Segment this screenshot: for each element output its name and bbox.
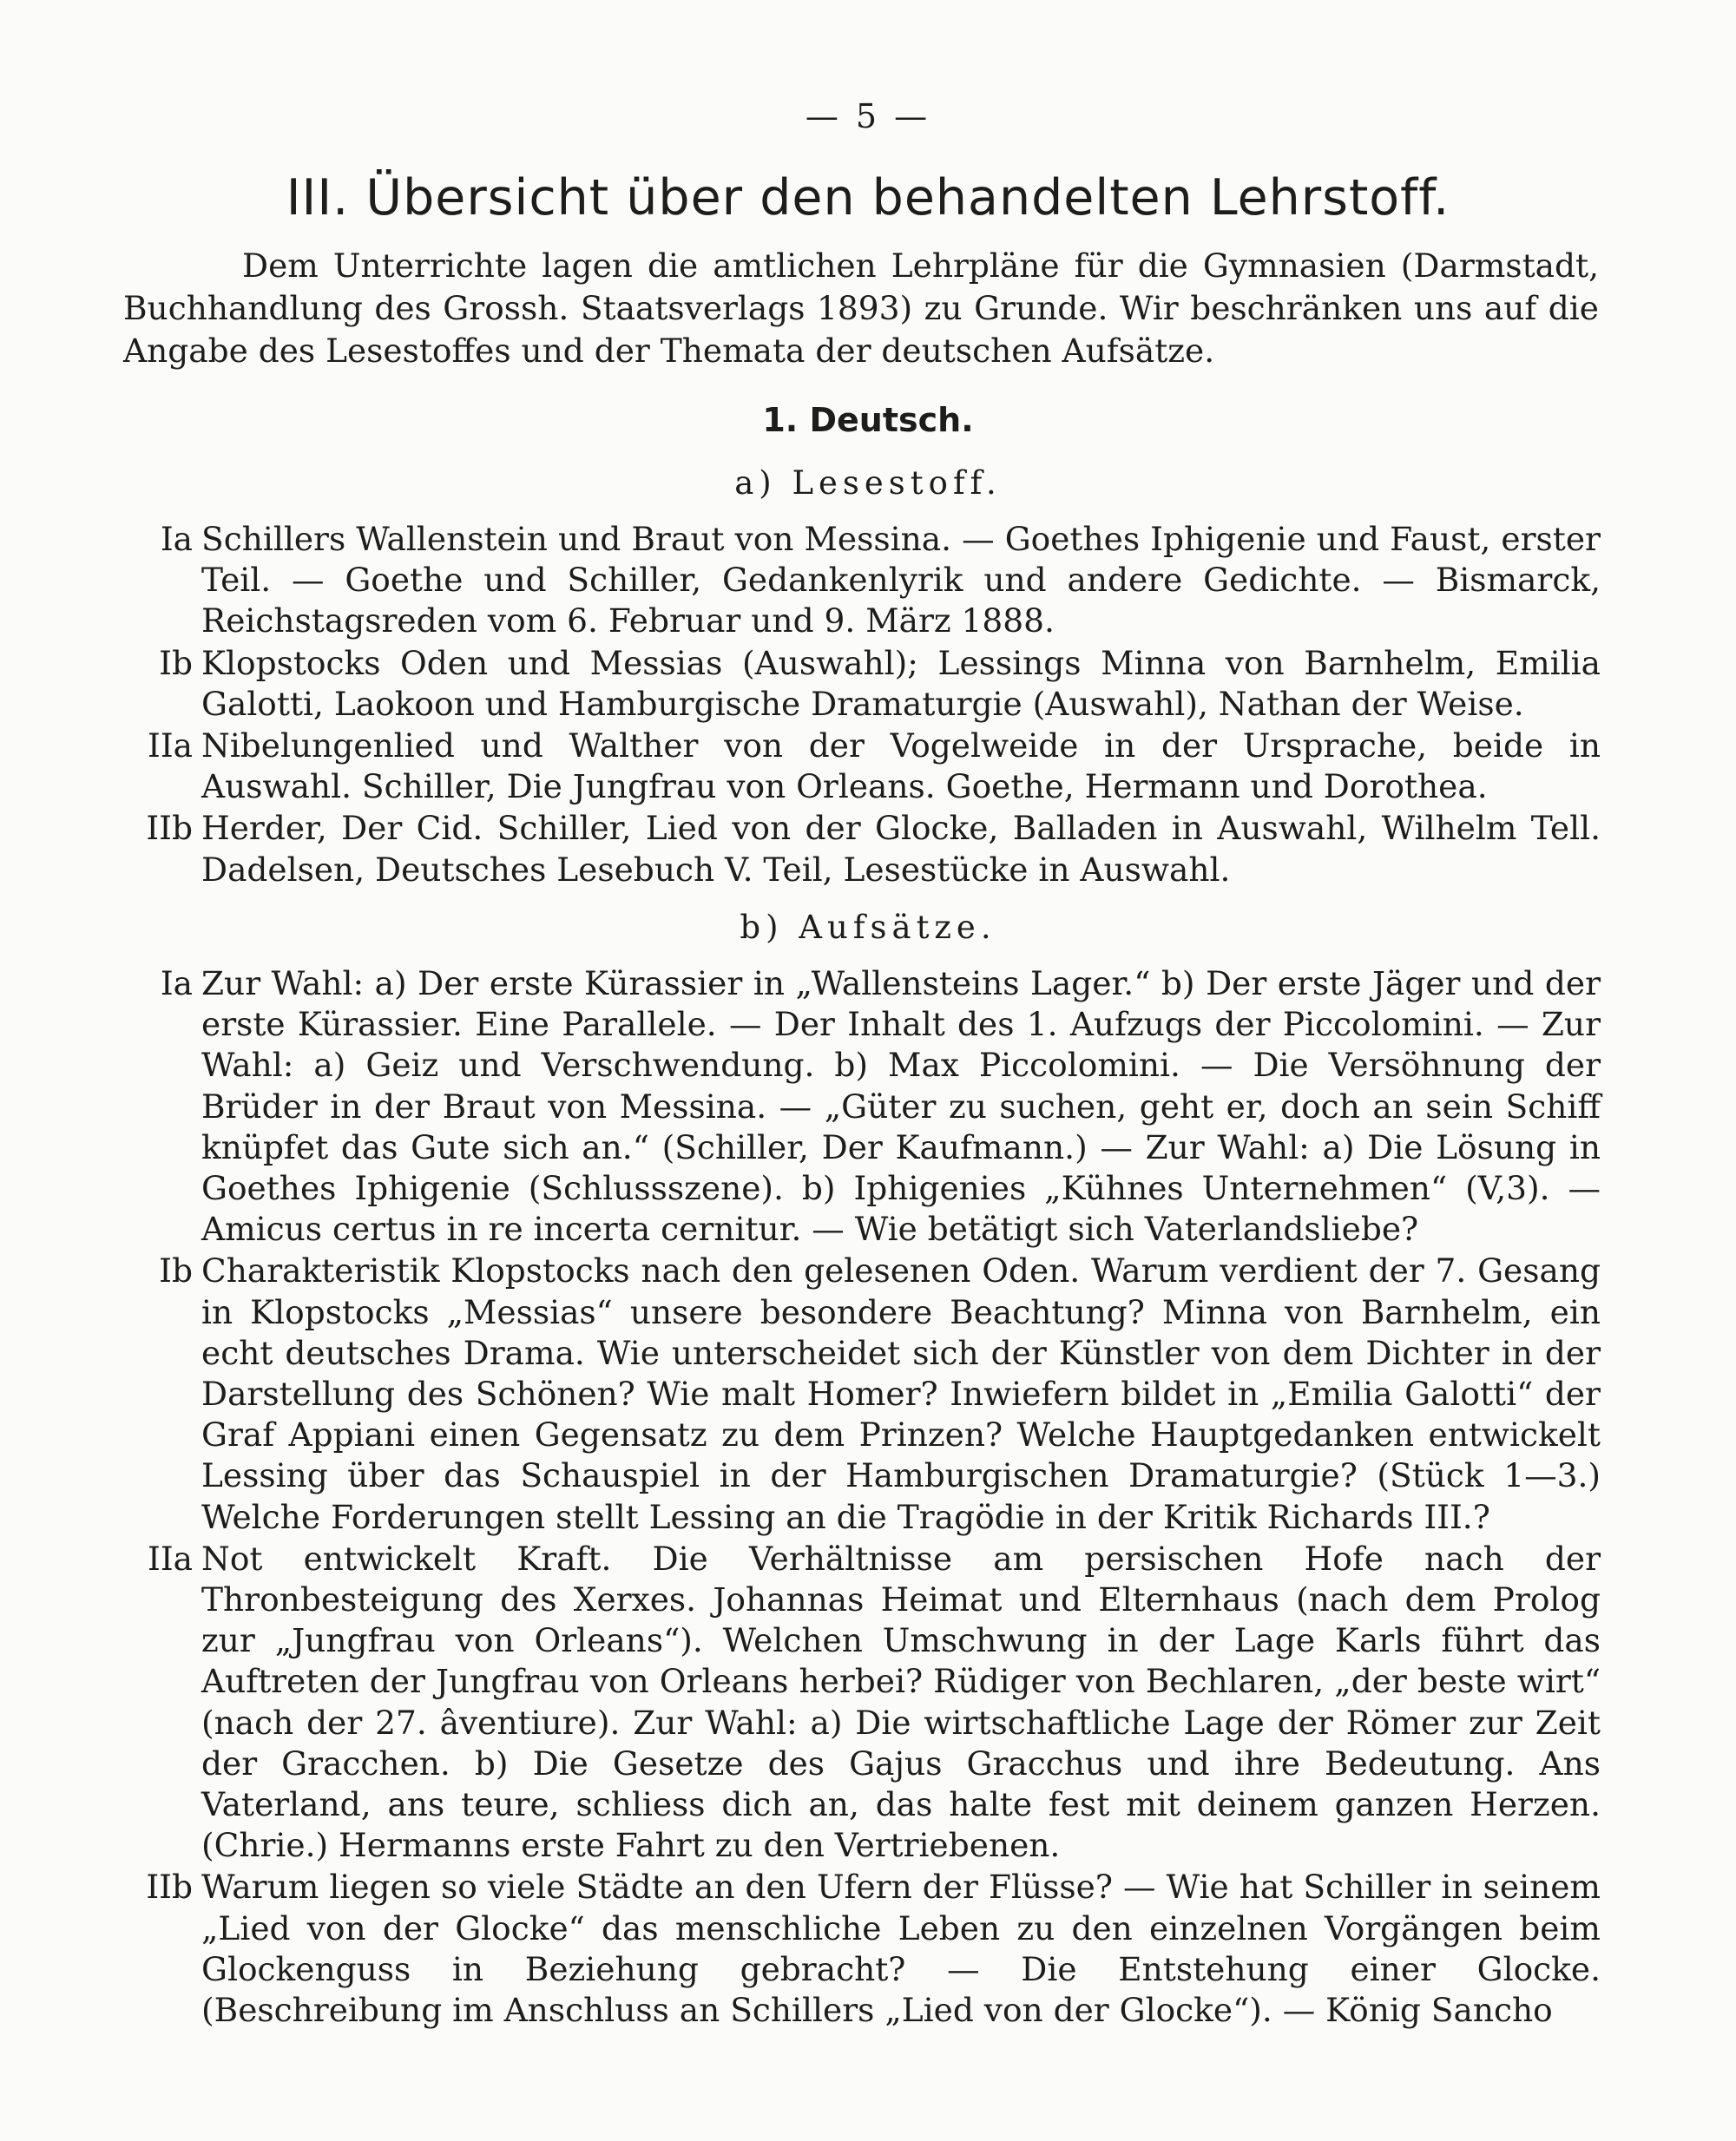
page-number: — 5 — [805, 97, 931, 135]
list-item [0, 1539, 1736, 1867]
aufsaetze-list [0, 963, 1736, 2032]
list-item [0, 519, 1736, 642]
entry-text: Warum liegen so viele Städte an den Ufern der Flüsse? — Wie hat Schiller in seinem „Lied von der Glocke“ das menschliche Leben zu den einzelnen Vorgängen beim Glockenguss in Beziehung gebracht? — Die Entstehung einer Glocke. (Beschreibung im Anschluss an Schillers „Lied von der Glocke“). — König Sancho [201, 1868, 1601, 2030]
grade-label: Ia [160, 520, 193, 558]
list-item [0, 643, 1736, 725]
list-item [0, 1867, 1736, 2031]
grade-label: IIa [148, 726, 193, 765]
list-item [0, 808, 1736, 890]
entry-text: Zur Wahl: a) Der erste Kürassier in „Wallensteins Lager.“ b) Der erste Jäger und der erste Kürassier. Eine Parallele. — Der Inhalt des 1. Aufzugs der Piccolomini. — Zur Wahl: a) Geiz und Verschwendung. b) Max Piccolomini. — Die Versöhnung der Brüder in der Braut von Messina. — „Güter zu suchen, geht er, doch an sein Schiff knüpfet das Gute sich an.“ (Schiller, Der Kaufmann.) — Zur Wahl: a) Die Lösung in Goethes Iphigenie (Schlussszene). b) Iphigenies „Kühnes Unternehmen“ (V,3). — Amicus certus in re incerta cernitur. — Wie betätigt sich Vaterlandsliebe? [201, 964, 1601, 1249]
entry-text: Schillers Wallenstein und Braut von Messina. — Goethes Iphigenie und Faust, erster Teil. — Goethe und Schiller, Gedankenlyrik und andere Gedichte. — Bismarck, Reichstagsreden vom 6. Februar und 9. März 1888. [201, 520, 1601, 640]
entry-text: Not entwickelt Kraft. Die Verhältnisse am persischen Hofe nach der Thronbesteigung des Xerxes. Johannas Heimat und Elternhaus (nach dem Prolog zur „Jungfrau von Orleans“). Welchen Umschwung in der Lage Karls führt das Auftreten der Jungfrau von Orleans herbei? Rüdiger von Bechlaren, „der beste wirt“ (nach der 27. âventiure). Zur Wahl: a) Die wirtschaftliche Lage der Römer zur Zeit der Gracchen. b) Die Gesetze des Gajus Gracchus und ihre Bedeutung. Ans Vaterland, ans teure, schliess dich an, das halte fest mit deinem ganzen Herzen. (Chrie.) Hermanns erste Fahrt zu den Vertriebenen. [201, 1539, 1601, 1865]
lesestoff-list [0, 519, 1736, 891]
entry-text: Klopstocks Oden und Messias (Auswahl); Lessings Minna von Barnhelm, Emilia Galotti, Laokoon und Hamburgische Dramaturgie (Auswahl), Nathan der Weise. [201, 643, 1601, 723]
grade-label: IIb [146, 1868, 193, 1907]
entry-text: Charakteristik Klopstocks nach den gelesenen Oden. Warum verdient der 7. Gesang in Klopstocks „Messias“ unsere besondere Beachtung? Minna von Barnhelm, ein echt deutsches Drama. Wie unterscheidet sich der Künstler von dem Dichter in der Darstellung des Schönen? Wie malt Homer? Inwiefern bildet in „Emilia Galotti“ der Graf Appiani einen Gegensatz zu dem Prinzen? Welche Hauptgedanken entwickelt Lessing über das Schauspiel in der Hamburgischen Dramaturgie? (Stück 1—3.) Welche Forderungen stellt Lessing an die Tragödie in der Kritik Richards III.? [201, 1251, 1601, 1536]
list-item [0, 963, 1736, 1250]
intro-paragraph: Dem Unterrichte lagen die amtlichen Lehrpläne für die Gymnasien (Darmstadt, Buchhandlung des Grossh. Staatsverlags 1893) zu Grunde. Wir beschränken uns auf die Angabe des Lesestoffes und der Themata der deutschen Aufsätze. [123, 246, 1599, 370]
list-item [0, 726, 1736, 807]
list-item [0, 1251, 1736, 1537]
grade-label: IIb [146, 809, 193, 848]
entry-text: Nibelungenlied und Walther von der Vogelweide in der Ursprache, beide in Auswahl. Schiller, Die Jungfrau von Orleans. Goethe, Hermann und Dorothea. [201, 726, 1601, 806]
page-title: III. Übersicht über den behandelten Lehrstoff. [286, 169, 1450, 227]
grade-label: Ia [160, 964, 193, 1002]
grade-label: Ib [159, 643, 193, 682]
subheading-lesestoff: a) Lesestoff. [734, 464, 1002, 502]
grade-label: Ib [159, 1251, 193, 1291]
entry-text: Herder, Der Cid. Schiller, Lied von der Glocke, Balladen in Auswahl, Wilhelm Tell. Dadelsen, Deutsches Lesebuch V. Teil, Lesestücke in Auswahl. [201, 809, 1601, 889]
section-heading-deutsch: 1. Deutsch. [762, 401, 974, 439]
subheading-aufsaetze: b) Aufsätze. [740, 909, 996, 946]
grade-label: IIa [148, 1539, 193, 1578]
